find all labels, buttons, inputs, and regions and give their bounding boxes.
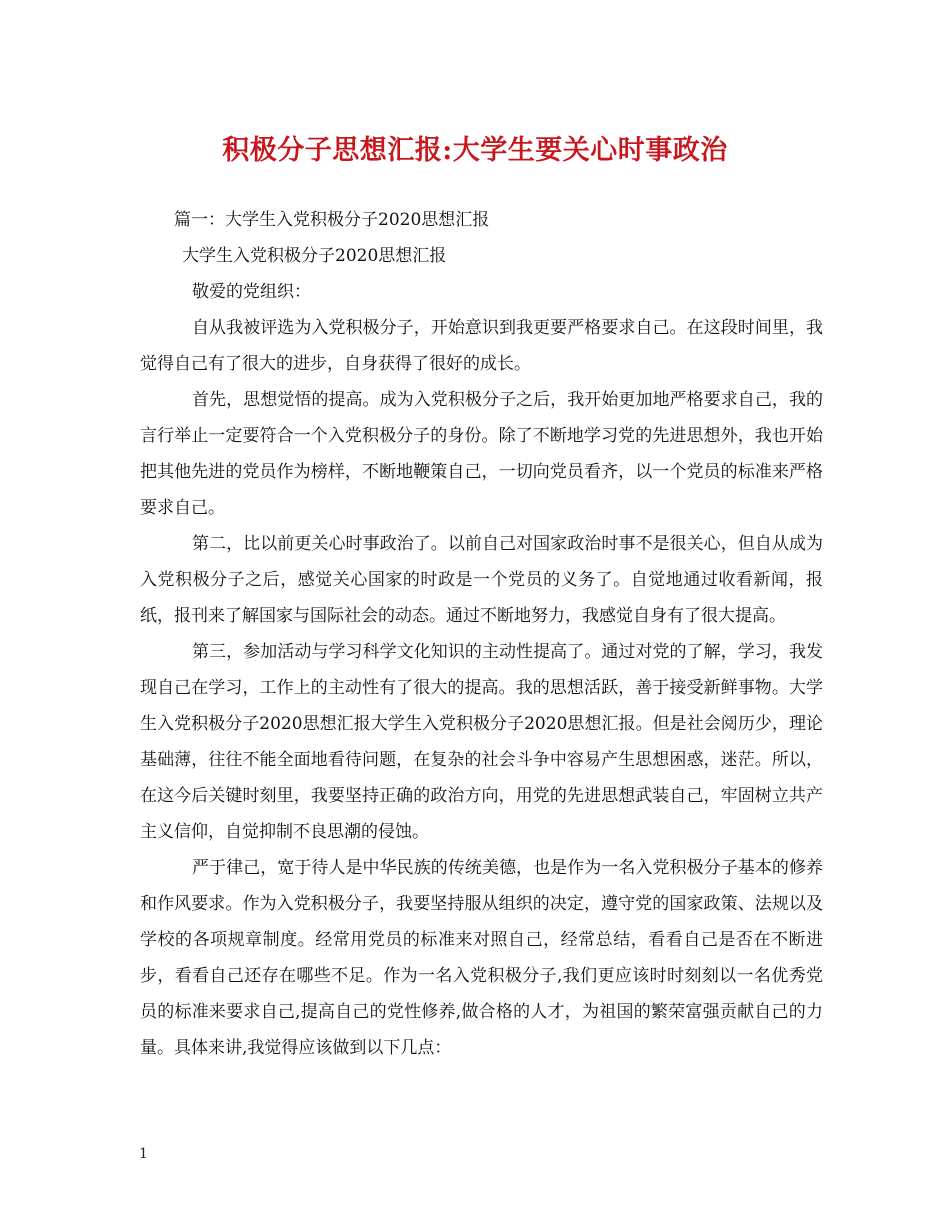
paragraph-1: 自从我被评选为入党积极分子，开始意识到我更要严格要求自己。在这段时间里，我觉得自己有了很大的进步，自身获得了很好的成长。 <box>140 318 823 374</box>
page-number: 1 <box>139 1146 148 1162</box>
paragraph-5: 严于律己，宽于待人是中华民族的传统美德，也是作为一名入党积极分子基本的修养和作风要求。作为入党积极分子，我要坚持服从组织的决定，遵守党的国家政策、法规以及学校的各项规章制度。经常用党员的标准来对照自己，经常总结，看看自己是否在不断进步，看看自己还存在哪些不足。作为一名入党积极分子,我们更应该时时刻刻以一名优秀党员的标准来要求自己,提高自己的党性修养,做合格的人才，为祖国的繁荣富强贡献自己的力量。具体来讲,我觉得应该做到以下几点： <box>140 858 823 1058</box>
section-heading: 篇一：大学生入党积极分子2020思想汇报 <box>174 210 490 230</box>
document-body <box>140 202 823 1066</box>
paragraph-3: 第二，比以前更关心时事政治了。以前自己对国家政治时事不是很关心，但自从成为入党积极分子之后，感觉关心国家的时政是一个党员的义务了。自觉地通过收看新闻，报纸，报刊来了解国家与国际社会的动态。通过不断地努力，我感觉自身有了很大提高。 <box>140 534 823 626</box>
paragraph-2: 首先，思想觉悟的提高。成为入党积极分子之后，我开始更加地严格要求自己，我的言行举止一定要符合一个入党积极分子的身份。除了不断地学习党的先进思想外，我也开始把其他先进的党员作为榜样，不断地鞭策自己，一切向党员看齐，以一个党员的标准来严格要求自己。 <box>140 390 823 518</box>
paragraph-4: 第三，参加活动与学习科学文化知识的主动性提高了。通过对党的了解，学习，我发现自己在学习，工作上的主动性有了很大的提高。我的思想活跃，善于接受新鲜事物。大学生入党积极分子2020思想汇报大学生入党积极分子2020思想汇报。但是社会阅历少，理论基础薄，往往不能全面地看待问题，在复杂的社会斗争中容易产生思想困惑，迷茫。所以，在这今后关键时刻里，我要坚持正确的政治方向，用党的先进思想武装自己，牢固树立共产主义信仰，自觉抑制不良思潮的侵蚀。 <box>140 642 823 842</box>
sub-heading: 大学生入党积极分子2020思想汇报 <box>182 246 447 266</box>
document-title: 积极分子思想汇报:大学生要关心时事政治 <box>222 135 728 166</box>
salutation: 敬爱的党组织： <box>192 282 311 302</box>
